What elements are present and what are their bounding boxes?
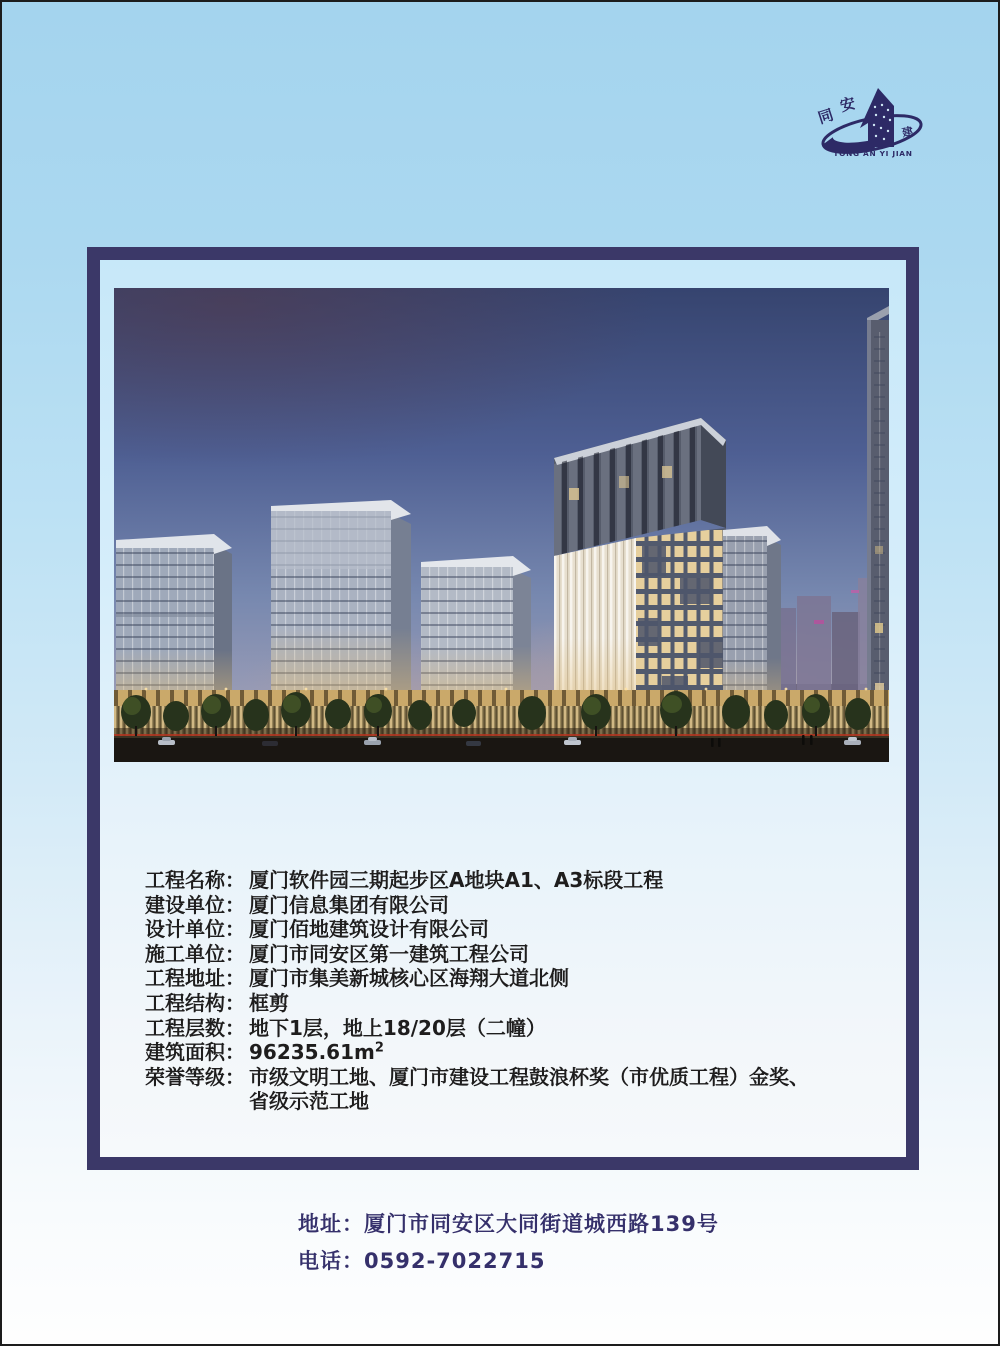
info-value: 厦门软件园三期起步区A地块A1、A3标段工程 [249,868,664,892]
address-value: 厦门市同安区大同街道城西路139号 [364,1212,719,1236]
info-row [145,1065,875,1090]
info-row [145,991,875,1016]
info-row [145,1040,875,1065]
logo-char-jian: 建 [901,124,915,140]
info-label: 工程结构： [145,990,245,1015]
logo-char-an: 安 [838,94,858,116]
project-info-list [145,868,875,1114]
phone-label: 电话： [298,1249,364,1273]
info-row [145,893,875,918]
logo-caption: TONG AN YI JIAN [833,149,913,158]
info-label: 工程层数： [145,1015,245,1040]
tower-middle [421,556,531,710]
info-value: 厦门市集美新城核心区海翔大道北侧 [249,966,569,991]
contact-address-line [298,1206,719,1243]
address-label: 地址： [298,1212,364,1236]
tower-main [554,418,726,736]
street-level [114,688,889,762]
info-label: 设计单位： [145,917,245,942]
contact-phone-line [298,1243,719,1280]
info-value: 厦门市同安区第一建筑工程公司 [249,941,529,966]
info-row [145,917,875,942]
info-value: 框剪 [249,990,289,1015]
tower-far-right [867,306,889,744]
info-value-continuation: 省级示范工地 [249,1089,369,1114]
logo-char-tong: 同 [815,105,836,128]
info-row [145,1016,875,1041]
info-label: 建筑面积： [145,1040,245,1065]
area-superscript: 2 [374,1040,384,1056]
contact-block [298,1206,719,1280]
tower-left [116,534,232,713]
info-value: 厦门信息集团有限公司 [249,892,449,917]
logo-building-icon [860,88,894,147]
info-label: 荣誉等级： [145,1064,245,1089]
info-row [145,966,875,991]
info-value [249,1040,875,1065]
tongan-yijian-logo [808,76,936,172]
info-label: 工程地址： [145,966,245,991]
info-row [145,868,875,893]
info-value: 地下1层，地上18/20层（二幢） [249,1015,546,1040]
area-value: 96235.61m [249,1040,375,1065]
info-label: 施工单位： [145,941,245,966]
building-rendering-photo [114,288,889,762]
info-value: 厦门佰地建筑设计有限公司 [249,917,489,942]
content-frame [87,247,919,1170]
info-label: 建设单位： [145,892,245,917]
phone-value: 0592-7022715 [364,1249,546,1273]
info-label: 工程名称： [145,868,245,892]
info-row [145,942,875,967]
info-value: 市级文明工地、厦门市建设工程鼓浪杯奖（市优质工程）金奖、 [249,1064,809,1089]
tower-second [271,500,411,713]
